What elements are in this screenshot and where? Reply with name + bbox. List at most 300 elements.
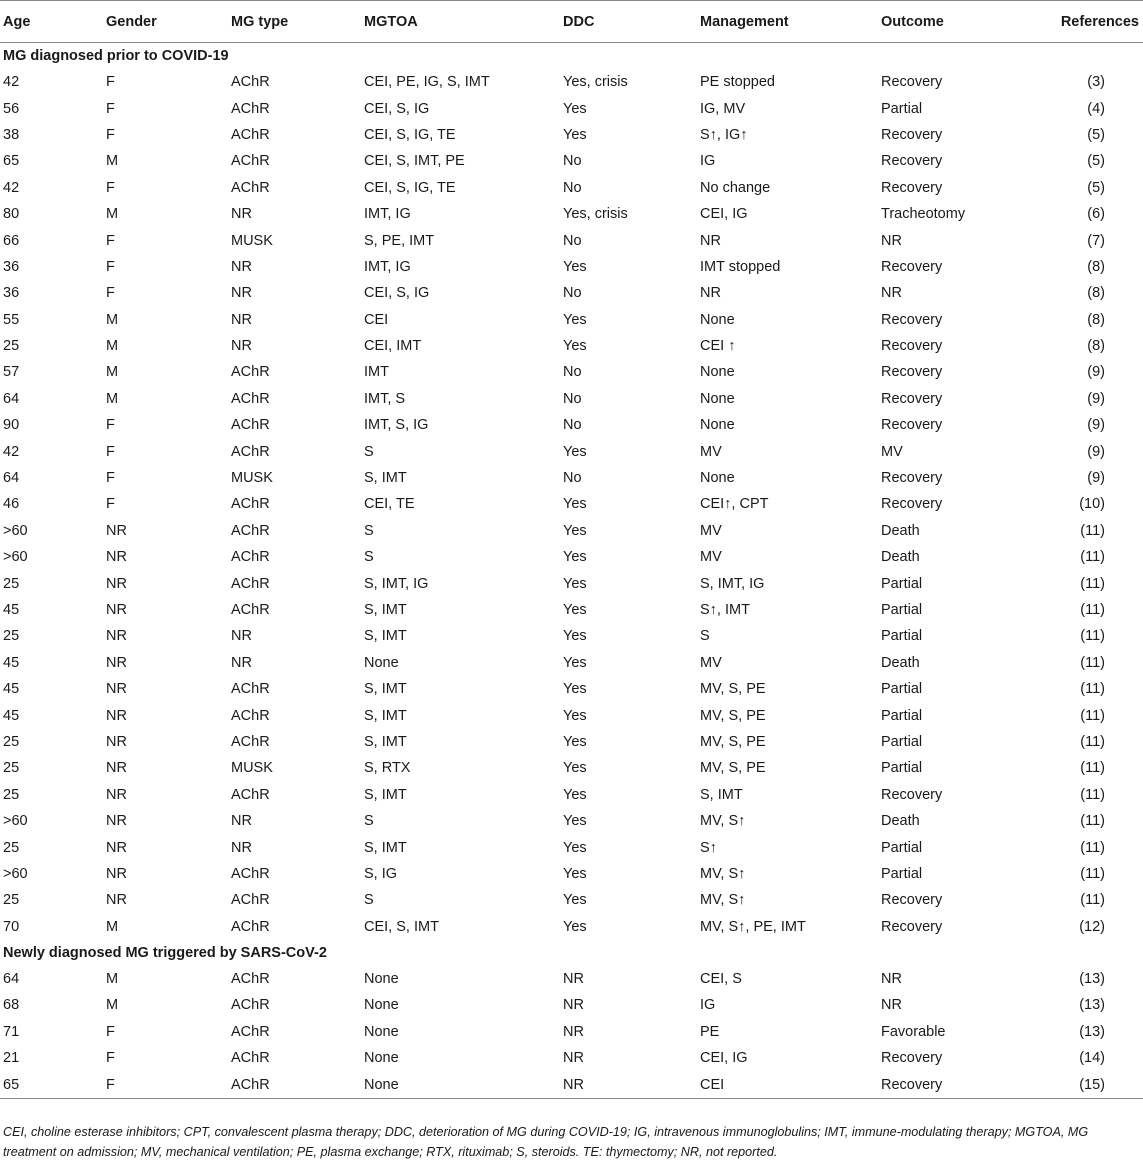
cell-ddc: Yes <box>563 839 587 856</box>
cell-gender: M <box>106 971 119 988</box>
cell-mgtoa: S, IMT <box>364 628 407 645</box>
cell-outcome: Recovery <box>878 1071 1024 1098</box>
cell-age: 42 <box>3 443 20 460</box>
cell-management: IG <box>700 997 716 1014</box>
cell-ddc: Yes <box>563 813 587 830</box>
table-row <box>0 1019 1143 1045</box>
cell-gender: M <box>106 206 119 223</box>
cell-outcome: Partial <box>881 575 923 592</box>
cell-mg-type: NR <box>231 258 252 275</box>
table-footnote: CEI, choline esterase inhibitors; CPT, convalescent plasma therapy; DDC, deterioration of MG during COVID-19; IG, intravenous immunoglobulins; IMT, immune-modulating therapy; MGTOA, MG treatment on admission; MV, mechanical ventilation; PE, plasma exchange; RTX, rituximab; S, steroids. TE: thymectomy; NR, not reported. <box>3 1125 1089 1159</box>
cell-references: (9) <box>1087 417 1105 434</box>
cell-mgtoa: CEI, TE <box>364 496 415 513</box>
cell-references: (11) <box>1080 707 1105 724</box>
cell-references: (8) <box>1087 311 1105 328</box>
cell-age: 56 <box>3 100 20 117</box>
cell-management: S, IMT, IG <box>700 575 765 592</box>
cell-mg-type: AChR <box>231 707 270 724</box>
cell-gender: M <box>106 918 119 935</box>
cell-gender: F <box>106 258 115 275</box>
cell-outcome: Recovery <box>881 153 943 170</box>
cell-mgtoa: None <box>364 1023 399 1040</box>
cell-references: (11) <box>1080 522 1105 539</box>
table-row <box>0 650 1143 676</box>
table-row <box>0 966 1143 992</box>
cell-outcome: Recovery <box>881 74 943 91</box>
cell-management: MV, S↑, PE, IMT <box>700 918 806 935</box>
cell-outcome: Partial <box>881 839 923 856</box>
cell-outcome: Recovery <box>881 496 943 513</box>
cell-mg-type: AChR <box>231 918 270 935</box>
cell-age: 36 <box>3 285 20 302</box>
cell-mgtoa: None <box>364 997 399 1014</box>
cell-outcome: Recovery <box>881 258 943 275</box>
cell-outcome: Partial <box>881 760 923 777</box>
cell-references: (11) <box>1080 733 1105 750</box>
cell-mg-type: NR <box>231 285 252 302</box>
cell-outcome: Death <box>881 549 920 566</box>
cell-age: 64 <box>3 390 20 407</box>
cell-mg-type: AChR <box>231 364 270 381</box>
cell-management: CEI, IG <box>700 206 748 223</box>
header-references: References <box>1024 1 1143 43</box>
cell-outcome: MV <box>881 443 903 460</box>
cell-mg-type: NR <box>231 628 252 645</box>
cell-management: PE stopped <box>700 74 775 91</box>
table-row <box>0 412 1143 438</box>
header-age: Age <box>0 1 103 43</box>
cell-ddc: No <box>563 179 582 196</box>
cell-mg-type: AChR <box>231 522 270 539</box>
cell-gender: M <box>106 364 119 381</box>
cell-references: (13) <box>1079 1023 1105 1040</box>
cell-mgtoa: CEI, S, IG <box>364 285 430 302</box>
cell-ddc: Yes <box>563 865 587 882</box>
cell-management: None <box>700 364 735 381</box>
cell-ddc: Yes <box>563 681 587 698</box>
cell-outcome: Partial <box>881 707 923 724</box>
cell-mgtoa: IMT <box>364 364 389 381</box>
cell-age: 25 <box>3 892 20 909</box>
cell-mg-type: MUSK <box>231 470 273 487</box>
table-row <box>0 386 1143 412</box>
cell-gender: M <box>106 311 119 328</box>
cell-age: 45 <box>3 654 20 671</box>
table-row <box>0 834 1143 860</box>
cell-mg-type: NR <box>231 206 252 223</box>
cell-mgtoa: IMT, S, IG <box>364 417 429 434</box>
cell-management: IG <box>700 153 716 170</box>
cell-gender: NR <box>106 681 127 698</box>
cell-management: MV <box>700 522 722 539</box>
cell-ddc: Yes <box>563 918 587 935</box>
cell-mg-type: NR <box>231 338 252 355</box>
cell-mg-type: NR <box>231 813 252 830</box>
cell-management: CEI, IG <box>700 1050 748 1067</box>
table-row <box>0 491 1143 517</box>
cell-age: 25 <box>3 628 20 645</box>
cell-outcome: Recovery <box>881 918 943 935</box>
cell-ddc: NR <box>563 1050 584 1067</box>
cell-gender: F <box>106 1050 115 1067</box>
table-row <box>0 887 1143 913</box>
cell-outcome: NR <box>881 285 902 302</box>
cell-age: 46 <box>3 496 20 513</box>
cell-outcome: Tracheotomy <box>881 206 966 223</box>
cell-references: (13) <box>1079 971 1105 988</box>
cell-age: 71 <box>3 1023 20 1040</box>
cell-mgtoa: CEI, S, IMT, PE <box>364 153 465 170</box>
section-title: MG diagnosed prior to COVID-19 <box>3 48 229 64</box>
cell-gender: NR <box>106 892 127 909</box>
table-row <box>0 808 1143 834</box>
cell-mg-type: AChR <box>231 1050 270 1067</box>
cell-gender: F <box>106 443 115 460</box>
cell-management: S↑, IMT <box>700 602 750 618</box>
table-row <box>0 623 1143 649</box>
cell-mgtoa: S, IMT <box>364 707 407 724</box>
cell-references: (3) <box>1087 74 1105 91</box>
cell-age: 21 <box>3 1050 20 1067</box>
cell-mgtoa: S <box>364 443 374 460</box>
header-management: Management <box>697 1 878 43</box>
cell-mg-type: NR <box>231 839 252 856</box>
cell-ddc: No <box>563 232 582 249</box>
cell-references: (11) <box>1080 892 1105 909</box>
cell-references: (11) <box>1080 549 1105 566</box>
cell-management: No change <box>700 179 771 196</box>
cell-outcome: NR <box>881 232 902 249</box>
cell-ddc: Yes <box>563 707 587 724</box>
header-mgtoa: MGTOA <box>361 1 560 43</box>
cell-gender: NR <box>106 760 127 777</box>
cell-gender: NR <box>106 839 127 856</box>
cell-mgtoa: IMT, IG <box>364 258 411 275</box>
cell-mg-type: NR <box>231 311 252 328</box>
table-row <box>0 702 1143 728</box>
table-row <box>0 755 1143 781</box>
cell-age: 38 <box>3 126 20 143</box>
cell-references: (8) <box>1087 285 1105 302</box>
cell-gender: F <box>106 470 115 487</box>
cell-gender: NR <box>106 602 127 618</box>
cell-outcome: Partial <box>881 865 923 882</box>
cell-mgtoa: None <box>361 1071 560 1098</box>
table-row <box>0 914 1143 940</box>
cell-management: S <box>700 628 710 645</box>
cell-mgtoa: S, IMT <box>364 786 407 803</box>
cell-ddc: Yes, crisis <box>563 74 628 91</box>
cell-gender: M <box>106 390 119 407</box>
cell-management: MV, S↑ <box>700 892 746 909</box>
table-row <box>0 280 1143 306</box>
header-outcome: Outcome <box>878 1 1024 43</box>
cell-references: (11) <box>1080 760 1105 777</box>
cell-mg-type: AChR <box>231 417 270 434</box>
cell-outcome: Partial <box>881 628 923 645</box>
cell-ddc: Yes <box>563 892 587 909</box>
cell-management: S, IMT <box>700 786 743 803</box>
cell-mgtoa: IMT, IG <box>364 206 411 223</box>
cell-mgtoa: CEI, S, IG, TE <box>364 179 456 196</box>
cell-gender: NR <box>106 549 127 566</box>
cell-outcome: Recovery <box>881 126 943 143</box>
table-row <box>0 1045 1143 1071</box>
cell-mg-type: AChR <box>231 74 270 91</box>
cell-gender: F <box>106 1023 115 1040</box>
table-row <box>0 992 1143 1018</box>
cell-management: MV <box>700 549 722 566</box>
cell-mg-type: AChR <box>231 126 270 143</box>
table-row <box>0 729 1143 755</box>
cell-age: 45 <box>3 707 20 724</box>
cell-age: >60 <box>3 813 28 830</box>
cell-references: (11) <box>1080 786 1105 803</box>
cell-gender: NR <box>106 575 127 592</box>
cell-management: MV, S, PE <box>700 681 766 698</box>
table-row <box>0 544 1143 570</box>
cell-outcome: Partial <box>881 100 923 117</box>
cell-mgtoa: None <box>364 654 399 671</box>
cell-outcome: Recovery <box>881 417 943 434</box>
cell-references: (12) <box>1079 918 1105 935</box>
table-header <box>0 1 1143 43</box>
cell-outcome: Recovery <box>881 786 943 803</box>
table-row <box>0 861 1143 887</box>
cell-management: None <box>700 311 735 328</box>
cell-ddc: Yes <box>563 549 587 566</box>
cell-mg-type: AChR <box>231 865 270 882</box>
cell-mgtoa: None <box>364 1050 399 1067</box>
cell-mg-type: AChR <box>231 496 270 513</box>
cell-ddc: Yes <box>563 311 587 328</box>
cell-ddc: NR <box>563 997 584 1014</box>
cell-gender: NR <box>106 786 127 803</box>
cell-age: 42 <box>3 179 20 196</box>
cell-age: 25 <box>3 575 20 592</box>
cell-age: 64 <box>3 971 20 988</box>
cell-references: (11) <box>1080 839 1105 856</box>
cell-ddc: Yes <box>563 602 587 618</box>
cell-gender: F <box>106 126 115 143</box>
cell-references: (13) <box>1079 997 1105 1014</box>
cell-ddc: Yes <box>563 126 587 143</box>
table-row <box>0 254 1143 280</box>
cell-mgtoa: CEI <box>364 311 389 328</box>
cell-ddc: No <box>563 153 582 170</box>
cell-ddc: Yes <box>563 654 587 671</box>
cell-references: (6) <box>1087 206 1105 223</box>
cell-ddc: No <box>563 390 582 407</box>
cell-mg-type: AChR <box>231 971 270 988</box>
cell-ddc: NR <box>560 1071 697 1098</box>
cell-gender: NR <box>106 813 127 830</box>
table-row <box>0 69 1143 95</box>
cell-gender: F <box>106 232 115 249</box>
cell-outcome: NR <box>881 971 902 988</box>
cell-outcome: Recovery <box>881 364 943 381</box>
cell-age: 36 <box>3 258 20 275</box>
cell-references: (11) <box>1080 681 1105 698</box>
cell-ddc: Yes <box>563 786 587 803</box>
cell-management: PE <box>700 1023 720 1040</box>
cell-management: NR <box>700 232 721 249</box>
cell-references: (15) <box>1024 1071 1143 1098</box>
cell-mg-type: AChR <box>231 575 270 592</box>
table-row <box>0 227 1143 253</box>
cell-mgtoa: S, IMT <box>364 733 407 750</box>
cell-references: (11) <box>1080 813 1105 830</box>
cell-age: 45 <box>3 602 20 618</box>
cell-management: CEI ↑ <box>700 338 736 355</box>
cell-management: None <box>700 390 735 407</box>
cell-management: MV, S, PE <box>700 733 766 750</box>
cell-ddc: Yes <box>563 628 587 645</box>
table-row <box>0 122 1143 148</box>
cell-outcome: Death <box>881 813 920 830</box>
table-row <box>0 782 1143 808</box>
cell-ddc: Yes <box>563 522 587 539</box>
table-row <box>0 333 1143 359</box>
cell-age: 68 <box>3 997 20 1014</box>
cell-references: (11) <box>1080 602 1105 618</box>
cell-age: 80 <box>3 206 20 223</box>
cell-outcome: Recovery <box>881 338 943 355</box>
cell-mg-type: AChR <box>231 443 270 460</box>
cell-mg-type: AChR <box>231 390 270 407</box>
cell-ddc: NR <box>563 971 584 988</box>
cell-mgtoa: CEI, S, IG <box>364 100 430 117</box>
cell-gender: M <box>106 338 119 355</box>
cell-mgtoa: S, IMT <box>364 602 407 618</box>
cell-ddc: No <box>563 364 582 381</box>
cell-mg-type: AChR <box>231 179 270 196</box>
table-row <box>0 201 1143 227</box>
cell-outcome: Recovery <box>881 470 943 487</box>
cell-references: (14) <box>1079 1050 1105 1067</box>
cell-ddc: No <box>563 285 582 302</box>
cell-age: >60 <box>3 865 28 882</box>
cell-ddc: No <box>563 470 582 487</box>
table-row <box>0 597 1143 623</box>
cell-references: (11) <box>1080 628 1105 645</box>
cell-outcome: Recovery <box>881 892 943 909</box>
cell-mgtoa: None <box>364 971 399 988</box>
cell-ddc: Yes <box>563 733 587 750</box>
cell-outcome: NR <box>881 997 902 1014</box>
table-row <box>0 1071 1143 1098</box>
cell-gender: NR <box>106 628 127 645</box>
section-title: Newly diagnosed MG triggered by SARS-CoV-2 <box>3 944 327 961</box>
header-mg-type: MG type <box>228 1 361 43</box>
cell-references: (11) <box>1080 575 1105 592</box>
cell-gender: F <box>106 285 115 302</box>
cell-gender: NR <box>106 654 127 671</box>
cell-outcome: Death <box>881 522 920 539</box>
table-body <box>0 43 1143 1099</box>
table-row <box>0 438 1143 464</box>
cell-gender: NR <box>106 865 127 882</box>
table-row <box>0 95 1143 121</box>
cell-mgtoa: S, IMT <box>364 470 407 487</box>
table-row <box>0 307 1143 333</box>
cell-gender: M <box>106 997 119 1014</box>
cell-mg-type: AChR <box>231 549 270 566</box>
cell-gender: NR <box>106 522 127 539</box>
cell-outcome: Recovery <box>881 311 943 328</box>
cell-mgtoa: S, RTX <box>364 760 411 777</box>
cell-age: 66 <box>3 232 20 249</box>
table-row <box>0 175 1143 201</box>
cell-references: (8) <box>1087 258 1105 275</box>
cell-mg-type: AChR <box>231 786 270 803</box>
cell-age: 70 <box>3 918 20 935</box>
cell-references: (7) <box>1087 232 1105 249</box>
cell-outcome: Death <box>881 654 920 671</box>
section-heading-row <box>0 940 1143 966</box>
cell-management: MV, S↑ <box>700 813 746 830</box>
section-heading-row <box>0 43 1143 70</box>
cell-mg-type: NR <box>231 654 252 671</box>
cell-ddc: Yes <box>563 760 587 777</box>
cell-age: 25 <box>3 338 20 355</box>
cell-mg-type: AChR <box>231 997 270 1014</box>
cell-outcome: Recovery <box>881 179 943 196</box>
cell-mgtoa: S <box>364 522 374 539</box>
cell-mgtoa: S <box>364 549 374 566</box>
cell-management: CEI, S <box>700 971 742 988</box>
cell-mg-type: MUSK <box>231 232 273 249</box>
cell-age: >60 <box>3 522 28 539</box>
cell-outcome: Favorable <box>881 1023 946 1040</box>
cell-references: (5) <box>1087 153 1105 170</box>
cell-mgtoa: S, IMT, IG <box>364 575 429 592</box>
cell-mg-type: AChR <box>231 602 270 618</box>
cell-management: IMT stopped <box>700 258 781 275</box>
table-row <box>0 465 1143 491</box>
cell-outcome: Recovery <box>881 1050 943 1067</box>
cell-age: 25 <box>3 786 20 803</box>
cell-ddc: NR <box>563 1023 584 1040</box>
header-ddc: DDC <box>560 1 697 43</box>
cell-management: S↑ <box>700 839 717 856</box>
cell-gender: F <box>103 1071 228 1098</box>
cell-management: MV, S↑ <box>700 865 746 882</box>
cell-mg-type: MUSK <box>231 760 273 777</box>
cell-mgtoa: S, IMT <box>364 839 407 856</box>
cell-management: CEI↑, CPT <box>700 496 769 513</box>
cell-mgtoa: IMT, S <box>364 390 406 407</box>
cell-age: 25 <box>3 760 20 777</box>
cell-references: (9) <box>1087 364 1105 381</box>
cell-management: MV <box>700 654 722 671</box>
cell-mg-type: AChR <box>231 1023 270 1040</box>
cell-references: (11) <box>1080 654 1105 671</box>
cell-references: (9) <box>1087 390 1105 407</box>
cell-outcome: Partial <box>881 733 923 750</box>
table-row <box>0 676 1143 702</box>
cell-gender: F <box>106 417 115 434</box>
cell-references: (5) <box>1087 126 1105 143</box>
cell-mgtoa: S <box>364 892 374 909</box>
cell-mg-type: AChR <box>231 733 270 750</box>
cell-outcome: Partial <box>881 602 923 618</box>
cell-gender: F <box>106 179 115 196</box>
table-row <box>0 359 1143 385</box>
cell-references: (8) <box>1087 338 1105 355</box>
table-row <box>0 518 1143 544</box>
cell-ddc: Yes <box>563 443 587 460</box>
